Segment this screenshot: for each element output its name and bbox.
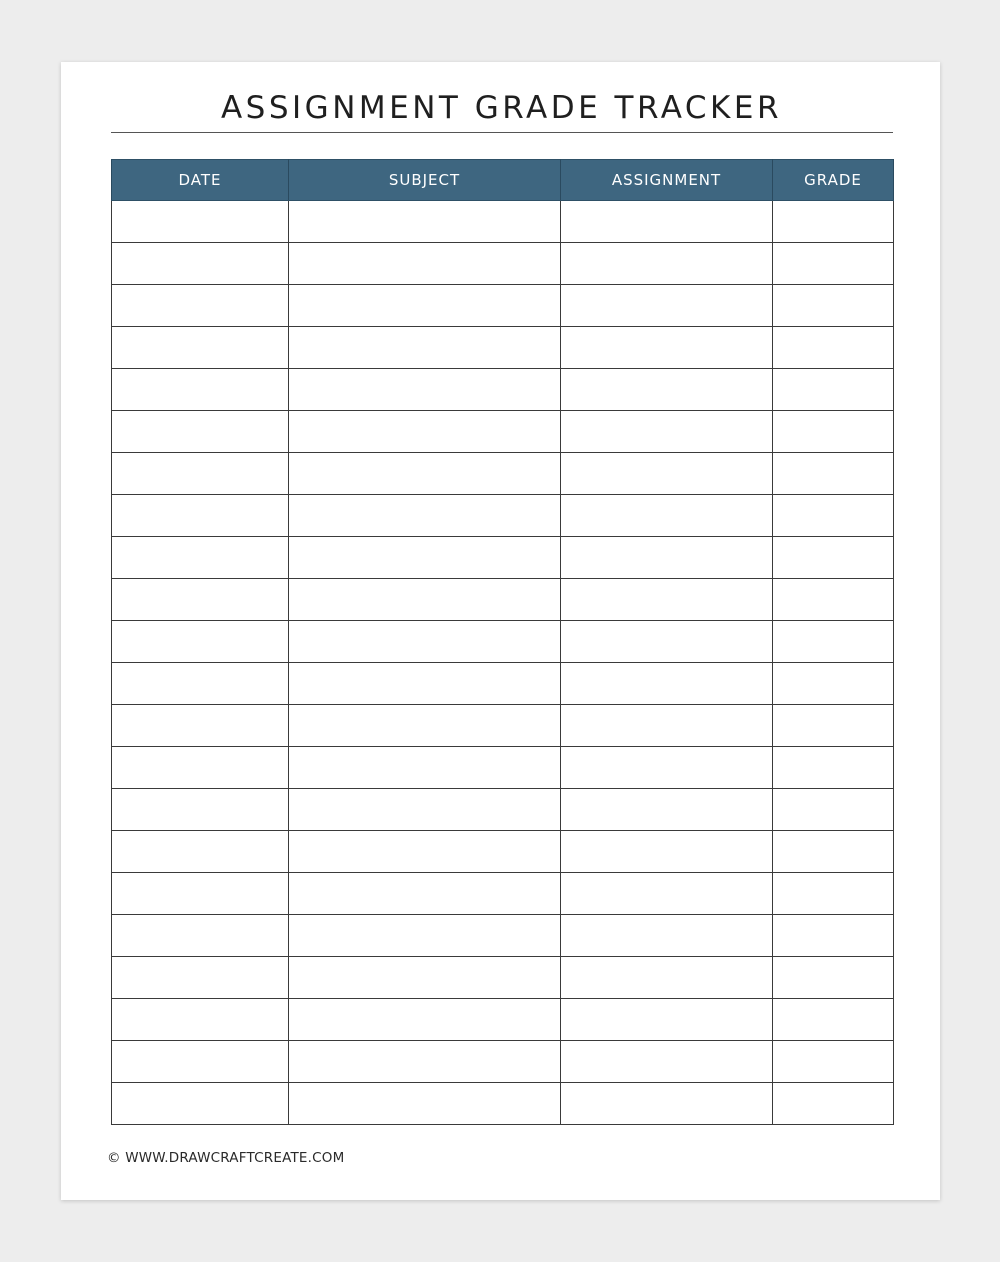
table-row [112,1041,894,1083]
page-title: ASSIGNMENT GRADE TRACKER [220,90,783,126]
cell-date[interactable] [112,201,289,243]
cell-subject[interactable] [289,1083,561,1125]
title-divider [111,132,893,133]
cell-subject[interactable] [289,243,561,285]
cell-date[interactable] [112,789,289,831]
cell-grade[interactable] [773,453,894,495]
cell-assignment[interactable] [561,663,773,705]
column-header-assignment: ASSIGNMENT [561,160,773,201]
cell-assignment[interactable] [561,243,773,285]
cell-subject[interactable] [289,327,561,369]
cell-assignment[interactable] [561,873,773,915]
cell-grade[interactable] [773,789,894,831]
cell-date[interactable] [112,999,289,1041]
table-row [112,243,894,285]
cell-grade[interactable] [773,999,894,1041]
cell-date[interactable] [112,285,289,327]
table-row [112,663,894,705]
cell-assignment[interactable] [561,453,773,495]
table-row [112,999,894,1041]
table-row [112,327,894,369]
table-row [112,789,894,831]
table-row [112,1083,894,1125]
cell-grade[interactable] [773,369,894,411]
table-row [112,621,894,663]
column-header-subject: SUBJECT [289,160,561,201]
cell-grade[interactable] [773,285,894,327]
cell-grade[interactable] [773,201,894,243]
cell-date[interactable] [112,831,289,873]
cell-subject[interactable] [289,999,561,1041]
cell-assignment[interactable] [561,537,773,579]
table-row [112,453,894,495]
cell-assignment[interactable] [561,747,773,789]
cell-grade[interactable] [773,579,894,621]
cell-grade[interactable] [773,495,894,537]
cell-subject[interactable] [289,495,561,537]
cell-assignment[interactable] [561,327,773,369]
table-row [112,957,894,999]
table-row [112,495,894,537]
copyright-footer: © WWW.DRAWCRAFTCREATE.COM [107,1150,345,1166]
cell-grade[interactable] [773,621,894,663]
cell-assignment[interactable] [561,495,773,537]
cell-date[interactable] [112,915,289,957]
cell-date[interactable] [112,327,289,369]
cell-grade[interactable] [773,1041,894,1083]
cell-date[interactable] [112,411,289,453]
table-body [112,201,894,1125]
cell-grade[interactable] [773,747,894,789]
grade-tracker-table [111,159,894,1125]
cell-date[interactable] [112,495,289,537]
cell-subject[interactable] [289,411,561,453]
cell-date[interactable] [112,453,289,495]
cell-grade[interactable] [773,411,894,453]
cell-assignment[interactable] [561,201,773,243]
cell-subject[interactable] [289,1041,561,1083]
cell-subject[interactable] [289,705,561,747]
cell-assignment[interactable] [561,915,773,957]
cell-subject[interactable] [289,537,561,579]
cell-date[interactable] [112,537,289,579]
table-row [112,285,894,327]
cell-subject[interactable] [289,579,561,621]
cell-grade[interactable] [773,327,894,369]
cell-grade[interactable] [773,537,894,579]
cell-date[interactable] [112,957,289,999]
tracker-sheet [61,62,940,1200]
cell-assignment[interactable] [561,831,773,873]
cell-date[interactable] [112,579,289,621]
cell-date[interactable] [112,747,289,789]
table-row [112,831,894,873]
cell-grade[interactable] [773,663,894,705]
cell-date[interactable] [112,873,289,915]
cell-subject[interactable] [289,285,561,327]
cell-grade[interactable] [773,705,894,747]
cell-subject[interactable] [289,747,561,789]
cell-subject[interactable] [289,789,561,831]
cell-date[interactable] [112,243,289,285]
cell-date[interactable] [112,1041,289,1083]
cell-grade[interactable] [773,1083,894,1125]
table-row [112,747,894,789]
cell-grade[interactable] [773,243,894,285]
table-row [112,705,894,747]
cell-subject[interactable] [289,201,561,243]
cell-assignment[interactable] [561,789,773,831]
table-row [112,915,894,957]
cell-date[interactable] [112,705,289,747]
table-row [112,369,894,411]
cell-assignment[interactable] [561,957,773,999]
cell-subject[interactable] [289,915,561,957]
cell-grade[interactable] [773,831,894,873]
cell-assignment[interactable] [561,285,773,327]
cell-subject[interactable] [289,957,561,999]
cell-assignment[interactable] [561,705,773,747]
cell-assignment[interactable] [561,999,773,1041]
cell-assignment[interactable] [561,369,773,411]
cell-grade[interactable] [773,957,894,999]
cell-subject[interactable] [289,831,561,873]
table-row [112,537,894,579]
cell-assignment[interactable] [561,621,773,663]
table-header-row [112,160,894,201]
cell-assignment[interactable] [561,579,773,621]
cell-subject[interactable] [289,663,561,705]
cell-subject[interactable] [289,621,561,663]
cell-grade[interactable] [773,915,894,957]
cell-subject[interactable] [289,369,561,411]
table-row [112,411,894,453]
cell-date[interactable] [112,369,289,411]
column-header-date: DATE [112,160,289,201]
cell-assignment[interactable] [561,1083,773,1125]
cell-date[interactable] [112,663,289,705]
table-row [112,873,894,915]
cell-date[interactable] [112,621,289,663]
cell-date[interactable] [112,1083,289,1125]
table-row [112,201,894,243]
table-row [112,579,894,621]
column-header-grade: GRADE [773,160,894,201]
cell-assignment[interactable] [561,411,773,453]
cell-subject[interactable] [289,453,561,495]
cell-assignment[interactable] [561,1041,773,1083]
cell-subject[interactable] [289,873,561,915]
cell-grade[interactable] [773,873,894,915]
